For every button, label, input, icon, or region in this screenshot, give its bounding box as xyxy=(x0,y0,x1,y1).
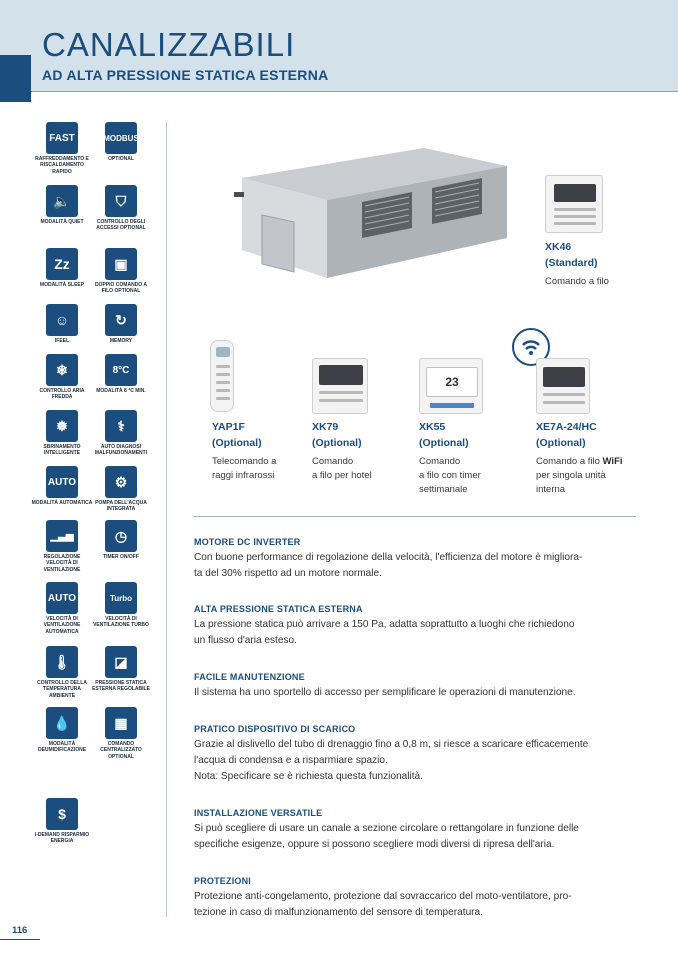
feature-label: MODALITÀ AUTOMATICA xyxy=(31,500,93,506)
feature-timer xyxy=(90,520,152,560)
water-pump-icon: ⚙ xyxy=(105,466,137,498)
feature-label: VELOCITÀ DI VENTILAZIONE AUTOMATICA xyxy=(43,616,81,635)
ducted-unit-image xyxy=(232,140,512,290)
column-divider xyxy=(166,122,167,917)
header-divider xyxy=(31,91,678,92)
dehumidify-icon: 💧 xyxy=(46,707,78,739)
section-installation xyxy=(194,808,640,853)
xk46-tag: (Standard) xyxy=(545,257,598,269)
xk46-controller-image xyxy=(545,175,603,233)
yap1f-description-1: Telecomando a xyxy=(212,456,277,467)
feature-memory xyxy=(90,304,152,344)
section-text-line: ta del 30% rispetto ad un motore normale. xyxy=(194,568,382,579)
feature-label: COMANDO CENTRALIZZATO OPTIONAL xyxy=(100,741,142,760)
section-title: PROTEZIONI xyxy=(194,876,252,886)
section-text-line: Si può scegliere di usare un canale a sezione circolare o rettangolare in funzione delle xyxy=(194,823,579,834)
xk79-tag: (Optional) xyxy=(312,437,362,449)
section-text-line: Grazie al dislivello del tubo di drenaggio fino a 0,8 m, si riesce a scaricare efficacemente xyxy=(194,739,589,750)
ifeel-icon: ☺ xyxy=(46,304,78,336)
fan-speed-icon: ▁▃▅ xyxy=(46,520,78,552)
xk79-description-1: Comando xyxy=(312,456,354,467)
section-maintenance xyxy=(194,672,640,701)
timer-icon: ◷ xyxy=(105,520,137,552)
header-accent-tab xyxy=(0,55,31,102)
feature-label: PRESSIONE STATICA ESTERNA REGOLABILE xyxy=(92,680,150,693)
xe7a-description-2: per singola unità xyxy=(536,470,606,481)
xe7a-wifi-label: WiFi xyxy=(602,456,623,467)
section-text-line: specifiche esigenze, oppure si possono scegliere modi diversi di ripresa dell'aria. xyxy=(194,839,555,850)
xk79-controller-image xyxy=(312,358,368,414)
auto-mode-icon: AUTO xyxy=(46,466,78,498)
feature-access-control xyxy=(90,185,152,232)
section-title: ALTA PRESSIONE STATICA ESTERNA xyxy=(194,604,363,614)
section-protections xyxy=(194,876,640,921)
feature-label: MODALITÀ DEUMIDIFICAZIONE xyxy=(37,741,87,754)
feature-8c-mode xyxy=(90,354,152,394)
smart-defrost-icon: ❅ xyxy=(46,410,78,442)
feature-ifeel xyxy=(31,304,93,344)
dual-wired-control-icon: ▣ xyxy=(105,248,137,280)
feature-label: VELOCITÀ DI VENTILAZIONE TURBO xyxy=(93,616,149,629)
feature-fan-speed xyxy=(31,520,93,573)
section-text-line: Protezione anti-congelamento, protezione dal sovraccarico del moto-ventilatore, pro- xyxy=(194,891,572,902)
xe7a-description-1 xyxy=(536,455,623,469)
idemand-icon: $ xyxy=(46,798,78,830)
page-title: CANALIZZABILI xyxy=(42,26,296,63)
turbo-icon: Turbo xyxy=(105,582,137,614)
feature-label: SBRINAMENTO INTELLIGENTE xyxy=(43,444,81,457)
section-separator xyxy=(193,516,636,517)
xk46-description: Comando a filo xyxy=(545,276,609,287)
feature-smart-defrost xyxy=(31,410,93,457)
feature-label: MEMORY xyxy=(109,338,133,344)
xk79-description-2: a filo per hotel xyxy=(312,470,372,481)
feature-static-pressure xyxy=(90,646,152,693)
cold-air-control-icon: ❄ xyxy=(46,354,78,386)
feature-central-control xyxy=(90,707,152,760)
xk79-name: XK79 xyxy=(312,421,339,433)
section-static-pressure xyxy=(194,604,640,649)
section-title: INSTALLAZIONE VERSATILE xyxy=(194,808,323,818)
access-control-icon: ⛉ xyxy=(105,185,137,217)
section-title: FACILE MANUTENZIONE xyxy=(194,672,305,682)
section-text-line: un flusso d'aria esteso. xyxy=(194,635,297,646)
section-drain-device xyxy=(194,724,640,785)
feature-dehumidify xyxy=(31,707,93,754)
section-text-line: tezione in caso di malfunzionamento del sensore di temperatura. xyxy=(194,907,483,918)
static-pressure-icon: ◪ xyxy=(105,646,137,678)
page-number: 116 xyxy=(12,925,28,936)
xk55-description-2: a filo con timer xyxy=(419,470,481,481)
feature-label: IFEEL xyxy=(54,338,70,344)
feature-fast xyxy=(31,122,93,175)
feature-label: AUTO DIAGNOSI MALFUNZIONAMENTI xyxy=(94,444,148,457)
xe7a-tag: (Optional) xyxy=(536,437,586,449)
central-control-icon: ▦ xyxy=(105,707,137,739)
yap1f-name: YAP1F xyxy=(212,421,245,433)
feature-quiet xyxy=(31,185,93,225)
section-text-line: Il sistema ha uno sportello di accesso per semplificare le operazioni di manutenzione. xyxy=(194,687,576,698)
xe7a-controller-image xyxy=(536,358,590,414)
feature-label: I-DEMAND RISPARMIO ENERGIA xyxy=(34,832,90,845)
quiet-icon: 🔈 xyxy=(46,185,78,217)
feature-label: CONTROLLO ARIA FREDDA xyxy=(39,388,85,401)
feature-label: MODALITÀ QUIET xyxy=(40,219,84,225)
feature-label: CONTROLLO DELLA TEMPERATURA AMBIENTE xyxy=(37,680,87,699)
feature-label: TIMER ON/OFF xyxy=(103,554,139,560)
section-text-line: Nota: Specificare se è richiesta questa funzionalità. xyxy=(194,771,423,782)
xk55-controller-image xyxy=(419,358,483,414)
auto-fan-icon: AUTO xyxy=(46,582,78,614)
feature-idemand xyxy=(31,798,93,845)
feature-dual-wired-control xyxy=(90,248,152,295)
xk55-name: XK55 xyxy=(419,421,446,433)
yap1f-description-2: raggi infrarossi xyxy=(212,470,275,481)
feature-label: MODALITÀ SLEEP xyxy=(39,282,85,288)
feature-label: RAFFREDDAMENTO E RISCALDAMENTO RAPIDO xyxy=(35,156,89,175)
page-number-underline xyxy=(0,939,40,940)
section-title: PRATICO DISPOSITIVO DI SCARICO xyxy=(194,724,356,734)
feature-label: MODALITÀ 8 °C MIN. xyxy=(96,388,146,394)
modbus-icon: MODBUS xyxy=(105,122,137,154)
feature-label: CONTROLLO DEGLI ACCESSI OPTIONAL xyxy=(96,219,146,232)
self-diagnosis-icon: ⚕ xyxy=(105,410,137,442)
section-text-line: La pressione statica può arrivare a 150 Pa, adatta soprattutto a luoghi che richiedono xyxy=(194,619,575,630)
memory-icon: ↻ xyxy=(105,304,137,336)
xk55-description-1: Comando xyxy=(419,456,461,467)
feature-auto-mode xyxy=(31,466,93,506)
section-title: MOTORE DC INVERTER xyxy=(194,537,301,547)
feature-sleep xyxy=(31,248,93,288)
xk55-tag: (Optional) xyxy=(419,437,469,449)
feature-water-pump xyxy=(90,466,152,513)
section-dc-inverter xyxy=(194,537,640,582)
fast-icon: FAST xyxy=(46,122,78,154)
yap1f-remote-image xyxy=(210,340,234,412)
feature-self-diagnosis xyxy=(90,410,152,457)
feature-label: OPTIONAL xyxy=(108,156,134,162)
xe7a-description-3: interna xyxy=(536,484,566,495)
feature-label: POMPA DELL'ACQUA INTEGRATA xyxy=(95,500,147,513)
sleep-icon: Zz xyxy=(46,248,78,280)
xk55-display: 23 xyxy=(426,367,478,397)
xk55-description-3: settimanale xyxy=(419,484,468,495)
xe7a-description-1a: Comando a filo xyxy=(536,456,603,467)
yap1f-tag: (Optional) xyxy=(212,437,262,449)
feature-room-temperature xyxy=(31,646,93,699)
feature-turbo xyxy=(90,582,152,629)
feature-cold-air-control xyxy=(31,354,93,401)
feature-label: DOPPIO COMANDO A FILO OPTIONAL xyxy=(94,282,148,295)
8c-mode-icon: 8°C xyxy=(105,354,137,386)
section-text-line: l'acqua di condensa e a risparmiare spazio. xyxy=(194,755,388,766)
feature-label: REGOLAZIONE VELOCITÀ DI VENTILAZIONE xyxy=(43,554,81,573)
feature-modbus xyxy=(90,122,152,162)
section-text-line: Con buone performance di regolazione della velocità, l'efficienza del motore è migliora- xyxy=(194,552,583,563)
xk46-name: XK46 xyxy=(545,241,572,253)
room-temperature-icon: 🌡 xyxy=(46,646,78,678)
page-subtitle: AD ALTA PRESSIONE STATICA ESTERNA xyxy=(42,67,329,83)
feature-auto-fan xyxy=(31,582,93,635)
xe7a-name: XE7A-24/HC xyxy=(536,421,597,433)
